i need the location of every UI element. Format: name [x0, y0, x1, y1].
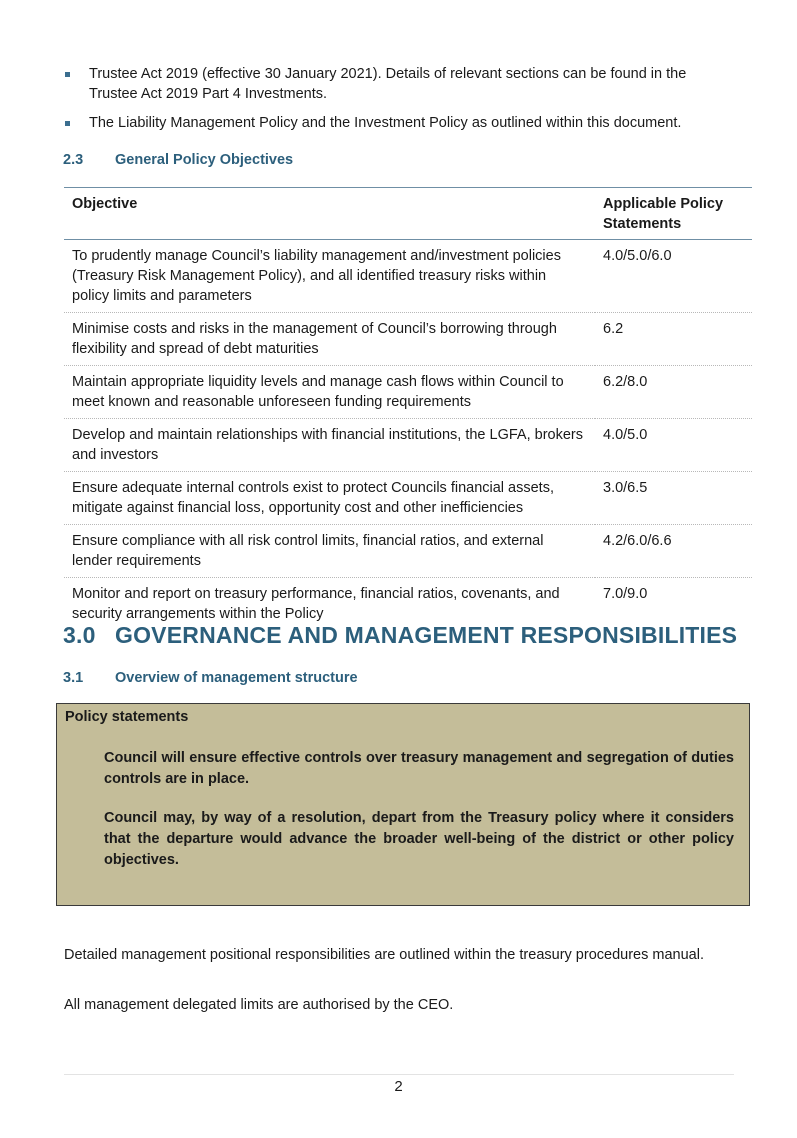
- column-header-objective: Objective: [64, 188, 595, 240]
- footer-divider: [64, 1074, 734, 1075]
- section-title: Overview of management structure: [115, 670, 358, 686]
- section-title: GOVERNANCE AND MANAGEMENT RESPONSIBILITIES: [115, 622, 738, 648]
- policy-box-title: Policy statements: [65, 709, 189, 725]
- policy-statement: Council may, by way of a resolution, depart from the Treasury policy where it considers that the departure would advance the broader well-being of the district or other policy objectives.: [104, 810, 734, 868]
- table-header-row: [64, 188, 752, 240]
- objective-cell: Maintain appropriate liquidity levels and manage cash flows within Council to meet known and reasonable unforeseen funding requirements: [64, 366, 595, 419]
- policy-statements-box: [56, 703, 750, 906]
- bullet-item: [63, 64, 735, 104]
- section-number: 2.3: [63, 152, 84, 168]
- bullet-item: [63, 113, 735, 133]
- policy-statements-cell: 6.2/8.0: [595, 366, 752, 419]
- body-paragraph: All management delegated limits are authorised by the CEO.: [64, 997, 454, 1013]
- column-header-policy-statements: Applicable Policy Statements: [595, 188, 752, 240]
- section-title: General Policy Objectives: [115, 152, 294, 168]
- objective-cell: To prudently manage Council’s liability management and/investment policies (Treasury Risk Management Policy), and all identified treasury risks within policy limits and parameters: [64, 240, 595, 313]
- section-heading-3-1: [63, 670, 358, 686]
- square-bullet-icon: [65, 72, 70, 77]
- section-number: 3.0: [63, 622, 96, 648]
- policy-statements-cell: 3.0/6.5: [595, 472, 752, 525]
- objective-cell: Develop and maintain relationships with financial institutions, the LGFA, brokers and investors: [64, 419, 595, 472]
- objectives-table: [64, 187, 752, 630]
- table-row: [64, 240, 752, 313]
- policy-statements-cell: 4.0/5.0/6.0: [595, 240, 752, 313]
- policy-statements-cell: 4.0/5.0: [595, 419, 752, 472]
- objective-cell: Monitor and report on treasury performance, financial ratios, covenants, and security arrangements within the Policy: [72, 586, 560, 622]
- section-heading-2-3: [63, 152, 293, 168]
- table-row: [64, 472, 752, 525]
- table-row: [64, 313, 752, 366]
- objective-cell: Minimise costs and risks in the management of Council’s borrowing through flexibility and spread of debt maturities: [64, 313, 595, 366]
- section-heading-3-0: [63, 622, 737, 649]
- policy-statements-cell: 7.0/9.0: [603, 586, 648, 602]
- body-paragraph: Detailed management positional responsibilities are outlined within the treasury procedures manual.: [64, 947, 704, 963]
- objective-cell: Ensure adequate internal controls exist to protect Councils financial assets, mitigate against financial loss, opportunity cost and other inefficiencies: [64, 472, 595, 525]
- policy-statements-cell: 4.2/6.0/6.6: [595, 525, 752, 578]
- objective-cell: Ensure compliance with all risk control limits, financial ratios, and external lender requirements: [64, 525, 595, 578]
- policy-statement: Council will ensure effective controls over treasury management and segregation of duties controls are in place.: [104, 750, 734, 787]
- section-number: 3.1: [63, 670, 84, 686]
- bullet-text: The Liability Management Policy and the Investment Policy as outlined within this document.: [89, 115, 682, 131]
- policy-statements-cell: 6.2: [595, 313, 752, 366]
- page-number: 2: [394, 1078, 403, 1095]
- table-row: [64, 419, 752, 472]
- table-row: [64, 525, 752, 578]
- square-bullet-icon: [65, 121, 70, 126]
- table-row: [64, 366, 752, 419]
- bullet-list: [63, 64, 735, 142]
- bullet-text: Trustee Act 2019 (effective 30 January 2021). Details of relevant sections can be found in the Trustee Act 2019 Part 4 Investments.: [89, 66, 687, 102]
